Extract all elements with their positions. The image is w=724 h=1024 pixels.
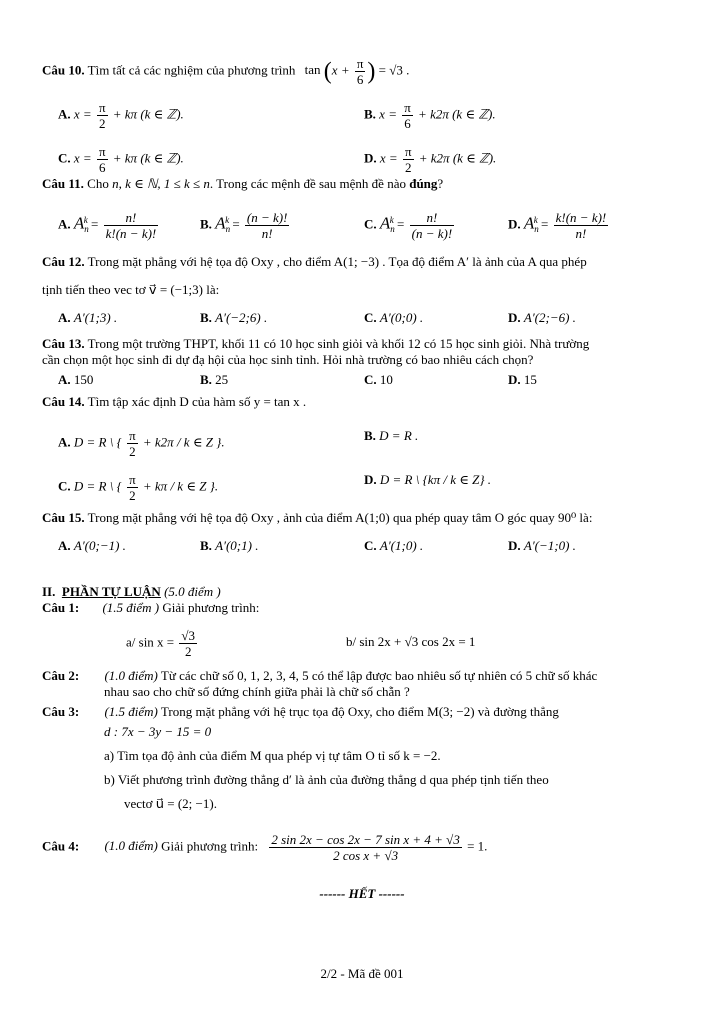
part2-heading: II. PHẦN TỰ LUẬN (5.0 điểm ): [42, 584, 221, 599]
q12-option-c[interactable]: C. A′(0;0) .: [364, 310, 424, 325]
c3-stem-line1: Câu 3: (1.5 điểm) Trong mặt phẳng với hệ trục tọa độ Oxy, cho điểm M(3; −2) và đường thẳng: [42, 704, 559, 719]
c2-stem-line1: Câu 2: (1.0 điểm) Từ các chữ số 0, 1, 2, 3, 4, 5 có thể lập được bao nhiêu số tự nhiên có 5 chữ số khác: [42, 668, 598, 683]
q13-option-c[interactable]: C. 10: [364, 372, 393, 387]
c2-stem-line2: nhau sao cho chữ số đứng chính giữa phải là chữ số chẵn ?: [104, 684, 410, 699]
end-marker: ------ HẾT ------: [319, 886, 405, 901]
q14-option-c[interactable]: C. D = R \ { $\frac{\pi}{2}$ + kπ / k ∈ Z }.: [58, 472, 219, 503]
q12-stem-line1: Câu 12. Trong mặt phẳng với hệ tọa độ Oxy , cho điểm A(1; −3) . Tọa độ điểm A′ là ảnh của A qua phép: [42, 254, 587, 269]
q11-option-b[interactable]: B. $A_n^k$ = $\frac{(n - k)!}{n!}$: [200, 210, 288, 241]
q11-option-c[interactable]: C. $A_n^k$ = $\frac{n!}{(n - k)!}$: [364, 210, 453, 241]
c3-part-a: a) Tìm tọa độ ảnh của điểm M qua phép vị tự tâm O tỉ số k = −2.: [104, 748, 441, 763]
q13-option-d[interactable]: D. 15: [508, 372, 537, 387]
q12-option-d[interactable]: D. A′(2;−6) .: [508, 310, 576, 325]
q10-tan: tan: [304, 62, 321, 78]
q10-option-a[interactable]: A. x = $\frac{\pi}{2}$ + kπ (k ∈ ℤ).: [58, 100, 184, 131]
q11-stem: Câu 11. Cho n, k ∈ ℕ, 1 ≤ k ≤ n. Trong các mệnh đề sau mệnh đề nào đúng?: [42, 176, 444, 191]
c3-line-d: d : 7x − 3y − 15 = 0: [104, 724, 212, 739]
q15-stem: Câu 15. Trong mặt phẳng với hệ tọa độ Oxy , ảnh của điểm A(1;0) qua phép quay tâm O góc quay 90⁰ là:: [42, 510, 593, 525]
q13-option-a[interactable]: A. 150: [58, 372, 94, 387]
q13-stem-line2: cần chọn một học sinh đi dự đạ hội của học sinh tỉnh. Hỏi nhà trường có bao nhiêu cách chọn?: [42, 352, 534, 367]
q12-stem-line2: tịnh tiến theo vec tơ v⃗ = (−1;3) là:: [42, 282, 220, 297]
q12-option-a[interactable]: A. A′(1;3) .: [58, 310, 118, 325]
q15-option-c[interactable]: C. A′(1;0) .: [364, 538, 424, 553]
q10-rhs: = √3 .: [378, 62, 410, 78]
q13-stem-line1: Câu 13. Trong một trường THPT, khối 11 có 10 học sinh giỏi và khối 12 có 15 học sinh giỏi. Nhà trường: [42, 336, 590, 351]
q15-option-d[interactable]: D. A′(−1;0) .: [508, 538, 576, 553]
q10-x: x +: [331, 62, 350, 78]
q14-option-b[interactable]: B. D = R .: [364, 428, 419, 443]
c1-part-a: a/ sin x = $\frac{√3}{2}$: [126, 628, 196, 659]
c1-stem: Câu 1: (1.5 điểm ) Giải phương trình:: [42, 600, 260, 615]
q15-option-a[interactable]: A. A′(0;−1) .: [58, 538, 126, 553]
q10-option-d[interactable]: D. x = $\frac{\pi}{2}$ + k2π (k ∈ ℤ).: [364, 144, 497, 175]
q10-option-c[interactable]: C. x = $\frac{\pi}{6}$ + kπ (k ∈ ℤ).: [58, 144, 184, 175]
page-footer: 2/2 - Mã đề 001: [320, 966, 404, 981]
c3-part-b: b) Viết phương trình đường thẳng d′ là ảnh của đường thẳng d qua phép tịnh tiến theo: [104, 772, 549, 787]
q12-option-b[interactable]: B. A′(−2;6) .: [200, 310, 268, 325]
c4-fraction: $\frac{\text{2 sin 2x − cos 2x − 7 sin x + 4 + √3}}{\text{2 cos x + √3}}$: [271, 832, 460, 863]
c3-vector-u: vectơ u⃗ = (2; −1).: [124, 796, 217, 811]
c1-part-b: b/ sin 2x + √3 cos 2x = 1: [346, 634, 476, 649]
q15-option-b[interactable]: B. A′(0;1) .: [200, 538, 259, 553]
q13-option-b[interactable]: B. 25: [200, 372, 229, 387]
q10-stem: Câu 10. Tìm tất cả các nghiệm của phương trình tan (x + $\frac{\pi}{6}$ ) = √3 .: [42, 56, 410, 87]
q10-pi-frac: $\frac{\pi}{6}$: [356, 56, 364, 87]
q11-option-a[interactable]: A. $A_n^k$ = $\frac{n!}{k!(n - k)!}$: [58, 210, 157, 241]
q10-label: Câu 10.: [42, 62, 85, 78]
c4-stem: Câu 4: (1.0 điểm) Giải phương trình: $\frac{\text{2 sin 2x − cos 2x − 7 sin x + 4 + √3}}{\text{2 cos x + √3}}$ = 1.: [42, 832, 488, 863]
q14-stem: Câu 14. Tìm tập xác định D của hàm số y = tan x .: [42, 394, 307, 409]
q10-text: Tìm tất cả các nghiệm của phương trình: [87, 62, 296, 78]
q11-option-d[interactable]: D. $A_n^k$ = $\frac{k!(n - k)!}{n!}$: [508, 210, 607, 241]
q10-option-b[interactable]: B. x = $\frac{\pi}{6}$ + k2π (k ∈ ℤ).: [364, 100, 496, 131]
q14-option-a[interactable]: A. D = R \ { $\frac{\pi}{2}$ + k2π / k ∈ Z }.: [58, 428, 225, 459]
q14-option-d[interactable]: D. D = R \ {kπ / k ∈ Z} .: [364, 472, 492, 487]
